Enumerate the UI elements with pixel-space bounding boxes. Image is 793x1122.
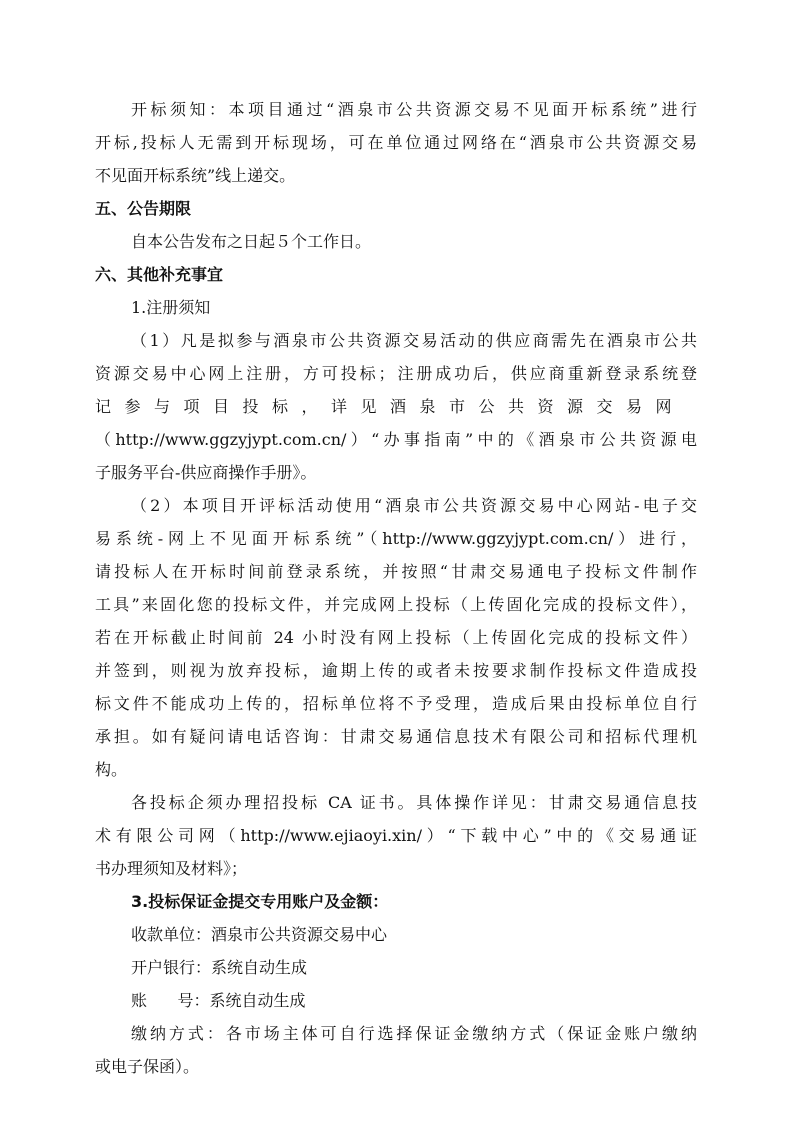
p2-line-9: 构。 — [95, 760, 128, 779]
p2-line-8: 承担。如有疑问请电话咨询：甘肃交易通信息技术有限公司和招标代理机 — [95, 727, 697, 746]
p2-line-4: 工具”来固化您的投标文件，并完成网上投标（上传固化完成的投标文件）， — [95, 595, 697, 614]
p3-line-3: 书办理须知及材料》； — [95, 859, 248, 878]
deposit-payee: 收款单位：酒泉市公共资源交易中心 — [131, 925, 388, 944]
section-5-heading: 五、公告期限 — [95, 199, 192, 218]
registration-subheading: 1.注册须知 — [131, 298, 211, 317]
p3-line-2: 术有限公司网（http://www.ejiaoyi.xin/）“下载中心”中的《交易通证 — [95, 826, 697, 845]
deposit-method-line-1: 缴纳方式：各市场主体可自行选择保证金缴纳方式（保证金账户缴纳 — [131, 1024, 697, 1043]
notice-line-1: 开标须知：本项目通过“酒泉市公共资源交易不见面开标系统”进行 — [131, 100, 697, 119]
notice-line-3: 不见面开标系统”线上递交。 — [95, 166, 296, 185]
p2-line-7: 标文件不能成功上传的，招标单位将不予受理，造成后果由投标单位自行 — [95, 694, 697, 713]
p1-line-1: （1）凡是拟参与酒泉市公共资源交易活动的供应商需先在酒泉市公共 — [131, 331, 697, 350]
deposit-method-line-2: 或电子保函）。 — [95, 1057, 200, 1076]
p3-line-1: 各投标企须办理招投标 CA 证书。具体操作详见：甘肃交易通信息技 — [131, 793, 697, 812]
p1-line-2: 资源交易中心网上注册，方可投标；注册成功后，供应商重新登录系统登 — [95, 364, 697, 383]
p2-line-5: 若在开标截止时间前 24 小时没有网上投标（上传固化完成的投标文件） — [95, 628, 697, 647]
p1-line-4: （http://www.ggzyjypt.com.cn/）“办事指南”中的《酒泉市公共资源电 — [95, 430, 697, 449]
p2-line-2: 易系统-网上不见面开标系统”（http://www.ggzyjypt.com.cn/）进行， — [95, 529, 697, 548]
section-6-heading: 六、其他补充事宜 — [95, 265, 224, 284]
p2-line-6: 并签到，则视为放弃投标，逾期上传的或者未按要求制作投标文件造成投 — [95, 661, 697, 680]
p1-line-3: 记参与项目投标，详见酒泉市公共资源交易网 — [95, 397, 686, 416]
deposit-heading: 3.投标保证金提交专用账户及金额： — [131, 892, 389, 911]
p2-line-1: （2）本项目开评标活动使用“酒泉市公共资源交易中心网站-电子交 — [131, 496, 697, 515]
p2-line-3: 请投标人在开标时间前登录系统，并按照“甘肃交易通电子投标文件制作 — [95, 562, 697, 581]
p1-line-5: 子服务平台-供应商操作手册》。 — [95, 463, 317, 482]
section-5-body: 自本公告发布之日起５个工作日。 — [131, 232, 372, 251]
notice-line-2: 开标,投标人无需到开标现场，可在单位通过网络在“酒泉市公共资源交易 — [95, 133, 697, 152]
deposit-account: 账 号：系统自动生成 — [131, 991, 306, 1010]
deposit-bank: 开户银行：系统自动生成 — [131, 958, 308, 977]
